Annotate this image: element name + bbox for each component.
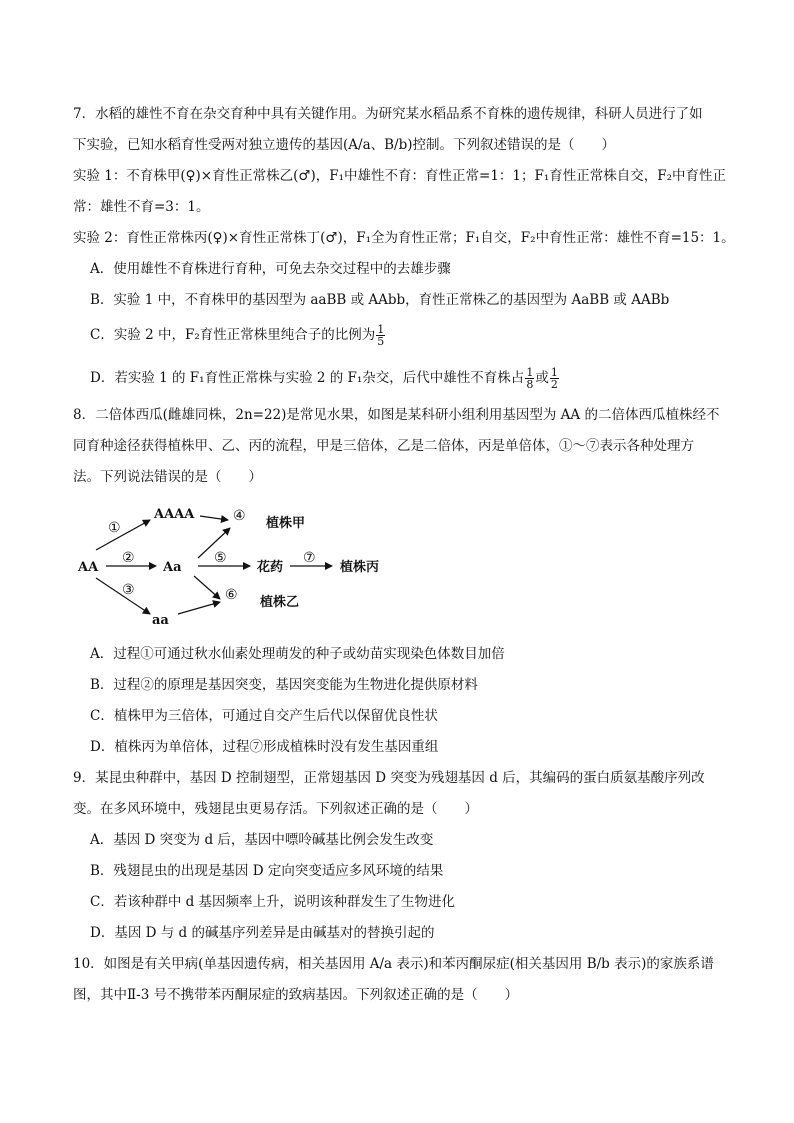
fraction-numerator: 1 [377,323,385,336]
q8-option-a[interactable]: A．过程①可通过秋水仙素处理萌发的种子或幼苗实现染色体数目加倍 [90,646,505,662]
q9-option-a[interactable]: A．基因 D 突变为 d 后，基因中嘌呤碱基比例会发生改变 [90,832,434,848]
q9-option-d[interactable]: D．基因 D 与 d 的碱基序列差异是由碱基对的替换引起的 [90,925,435,941]
q8-stem-line-1: 8．二倍体西瓜(雌雄同株，2n=22)是常见水果，如图是某科研小组利用基因型为 AA 的二倍体西瓜植株经不 [73,407,720,423]
arrow-aa-to-6 [194,576,220,599]
q8-option-b[interactable]: B．过程②的原理是基因突变，基因突变能为生物进化提供原材料 [90,677,478,693]
q7-option-b[interactable]: B．实验 1 中，不育株甲的基因型为 aaBB 或 AAbb，育性正常株乙的基因型为 AaBB 或 AABb [90,292,670,308]
step-4: ④ [233,508,246,524]
q7-option-d-or: 或 [535,370,549,386]
q8-option-d[interactable]: D．植株丙为单倍体，过程⑦形成植株时没有发生基因重组 [90,739,439,755]
node-plant-yi: 植株乙 [260,595,300,610]
arrow-1 [96,520,150,550]
q7-experiment-1-line-2: 常：雄性不育=3：1。 [73,199,210,215]
q7-option-c-text: C．实验 2 中，F₂育性正常株里纯合子的比例为 [90,327,376,343]
q7-option-d[interactable] [90,367,560,390]
fraction-denominator: 5 [377,335,385,348]
q9-option-c[interactable]: C．若该种群中 d 基因频率上升，说明该种群发生了生物进化 [90,894,456,910]
q7-option-d-fraction-1 [525,367,534,390]
arrow-6 [178,602,220,614]
q7-option-d-fraction-2 [550,367,559,390]
node-aaaa: AAAA [154,507,195,522]
breeding-flow-diagram [70,496,410,626]
fraction-denominator: 8 [526,378,534,391]
q10-stem-line-2: 图，其中Ⅱ-3 号不携带苯丙酮尿症的致病基因。下列叙述正确的是（ ） [73,987,519,1003]
node-pollen: 花药 [257,560,284,575]
q9-stem-line-1: 9．某昆虫种群中，基因 D 控制翅型，正常翅基因 D 突变为残翅基因 d 后，其编码的蛋白质氨基酸序列改 [73,770,705,786]
q9-stem-line-2: 变。在多风环境中，残翅昆虫更易存活。下列叙述正确的是（ ） [73,801,478,817]
q8-stem-line-2: 同育种途径获得植株甲、乙、丙的流程，甲是三倍体，乙是二倍体，丙是单倍体，①～⑦表示各种处理方 [73,438,694,454]
fraction-numerator: 1 [526,366,534,379]
q7-option-c-fraction [376,324,385,347]
node-plant-bing: 植株丙 [340,560,380,575]
node-aa-hybrid: Aa [163,560,182,575]
step-5: ⑤ [214,550,227,566]
node-plant-jia: 植株甲 [266,516,306,531]
q7-stem-line-2: 下实验，已知水稻育性受两对独立遗传的基因(A/a、B/b)控制。下列叙述错误的是（ ） [73,137,615,153]
q7-option-a[interactable]: A．使用雄性不育株进行育种，可免去杂交过程中的去雄步骤 [90,261,451,277]
q8-stem-line-3: 法。下列说法错误的是（ ） [73,469,262,485]
step-3: ③ [122,582,135,598]
fraction-denominator: 2 [550,378,558,391]
step-1: ① [108,520,121,536]
q10-stem-line-1: 10．如图是有关甲病(单基因遗传病，相关基因用 A/a 表示)和苯丙酮尿症(相关基因用 B/b 表示)的家族系谱 [73,956,714,972]
q9-option-b[interactable]: B．残翅昆虫的出现是基因 D 定向突变适应多风环境的结果 [90,863,444,879]
arrow-4 [200,516,228,520]
node-aa-recessive: aa [152,613,169,626]
step-2: ② [122,550,135,566]
q7-experiment-2: 实验 2：育性正常株丙(♀)×育性正常株丁(♂)，F₁全为育性正常；F₁自交，F₂中育性正常：雄性不育=15：1。 [73,230,735,246]
fraction-numerator: 1 [550,366,558,379]
q7-option-c[interactable] [90,324,386,347]
q7-experiment-1-line-1: 实验 1：不育株甲(♀)×育性正常株乙(♂)，F₁中雄性不育：育性正常=1：1；F₁育性正常株自交，F₂中育性正 [73,168,727,184]
q8-option-c[interactable]: C．植株甲为三倍体，可通过自交产生后代以保留优良性状 [90,708,438,724]
node-aa-parent: AA [78,560,99,575]
q7-stem-line-1: 7．水稻的雄性不育在杂交育种中具有关键作用。为研究某水稻品系不育株的遗传规律，科研人员进行了如 [73,106,703,122]
step-6: ⑥ [225,587,238,603]
q7-option-d-text: D．若实验 1 的 F₁育性正常株与实验 2 的 F₁杂交，后代中雄性不育株占 [90,370,525,386]
step-7: ⑦ [303,550,316,566]
